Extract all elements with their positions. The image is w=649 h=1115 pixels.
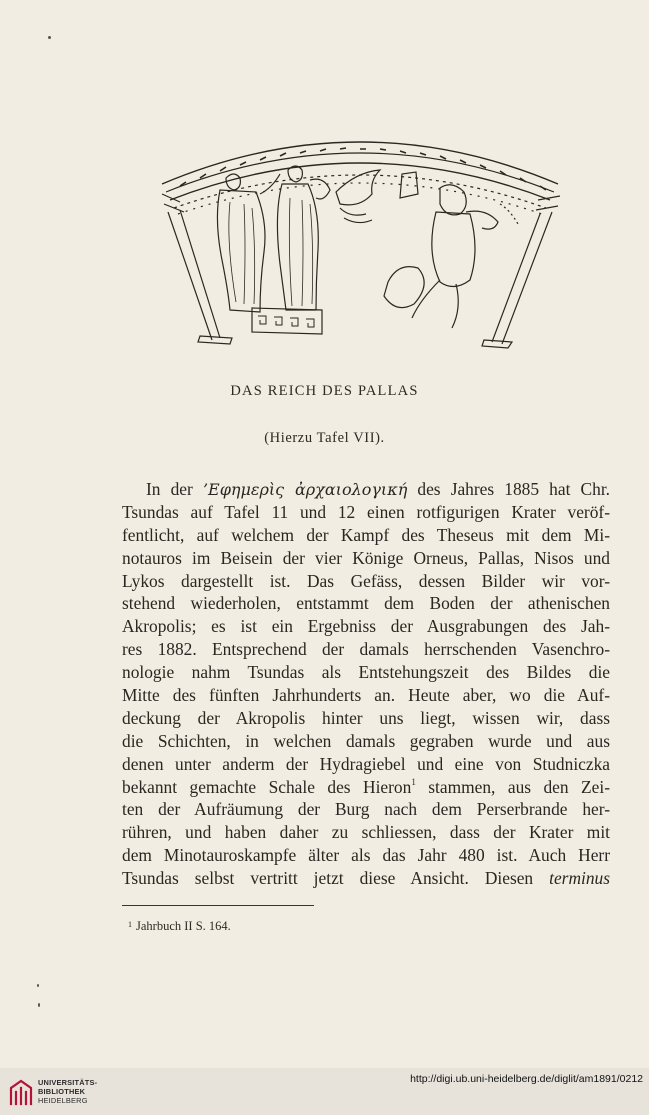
body-line: Lykos dargestellt ist. Das Gefäss, dessen Bilder wir vor- bbox=[122, 570, 610, 591]
body-line: rühren, und haben daher zu schliessen, dass der Krater mit bbox=[122, 822, 610, 843]
body-line: deckung der Akropolis hinter uns liegt, wissen wir, dass bbox=[122, 707, 610, 728]
body-line: bekannt gemachte Schale des Hieron$^1$ stammen, aus den Zei- bbox=[122, 776, 610, 797]
body-line: denen unter anderm der Hydragiebel und eine von Studniczka bbox=[122, 753, 610, 774]
footnote-reference: 1 bbox=[411, 776, 416, 787]
article-title: DAS REICH DES PALLAS bbox=[230, 383, 419, 399]
body-line: nologie nahm Tsundas als Entstehungszeit des Bildes die bbox=[122, 662, 610, 683]
body-line: stehend wiederholen, entstammt dem Boden der athenischen bbox=[122, 593, 610, 614]
footnote-mark: 1 bbox=[128, 920, 132, 929]
greek-journal-title: ’Εφημερὶς ἀρχαιολογική bbox=[202, 480, 408, 499]
source-url-link[interactable]: http://digi.ub.uni-heidelberg.de/diglit/am1891/0212 bbox=[410, 1073, 643, 1085]
body-line: Mitte des fünften Jahrhunderts an. Heute aber, wo die Auf- bbox=[122, 685, 610, 706]
body-paragraph bbox=[122, 478, 610, 890]
scan-speck bbox=[48, 36, 51, 39]
body-line: dem Minotauroskampfe älter als das Jahr 480 ist. Auch Herr bbox=[122, 845, 610, 866]
body-line: res 1882. Entsprechend der damals herrschenden Vasenchro- bbox=[122, 639, 610, 660]
footnote bbox=[128, 919, 231, 934]
body-line: ten der Aufräumung der Burg nach dem Perserbrande her- bbox=[122, 799, 610, 820]
footnote-divider bbox=[122, 905, 314, 906]
body-line: Akropolis; es ist ein Ergebniss der Ausgrabungen des Jah- bbox=[122, 616, 610, 637]
university-library-logo-icon[interactable] bbox=[8, 1078, 34, 1106]
body-line: notauros im Beisein der vier Könige Orneus, Pallas, Nisos und bbox=[122, 547, 610, 568]
body-line: Tsundas auf Tafel 11 und 12 einen rotfigurigen Krater veröf- bbox=[122, 501, 610, 522]
body-line: fentlicht, auf welchem der Kampf des Theseus mit dem Mi- bbox=[122, 524, 610, 545]
scan-speck bbox=[38, 1003, 40, 1007]
italic-term: terminus bbox=[549, 868, 610, 889]
footnote-text: Jahrbuch II S. 164. bbox=[136, 919, 231, 933]
library-name: UNIVERSITÄTS- BIBLIOTHEK HEIDELBERG bbox=[38, 1078, 98, 1106]
body-line: die Schichten, in welchen damals gegraben wurde und aus bbox=[122, 730, 610, 751]
scan-speck bbox=[37, 984, 39, 987]
body-line: In der ’Εφημερὶς ἀρχαιολογική des Jahres 1885 hat Chr. bbox=[146, 479, 610, 499]
article-subtitle: (Hierzu Tafel VII). bbox=[264, 430, 385, 446]
vase-painting-illustration bbox=[140, 112, 580, 357]
body-line: Tsundas selbst vertritt jetzt diese Ansicht. Diesen terminus bbox=[122, 868, 610, 889]
footer-bar bbox=[0, 1068, 649, 1115]
